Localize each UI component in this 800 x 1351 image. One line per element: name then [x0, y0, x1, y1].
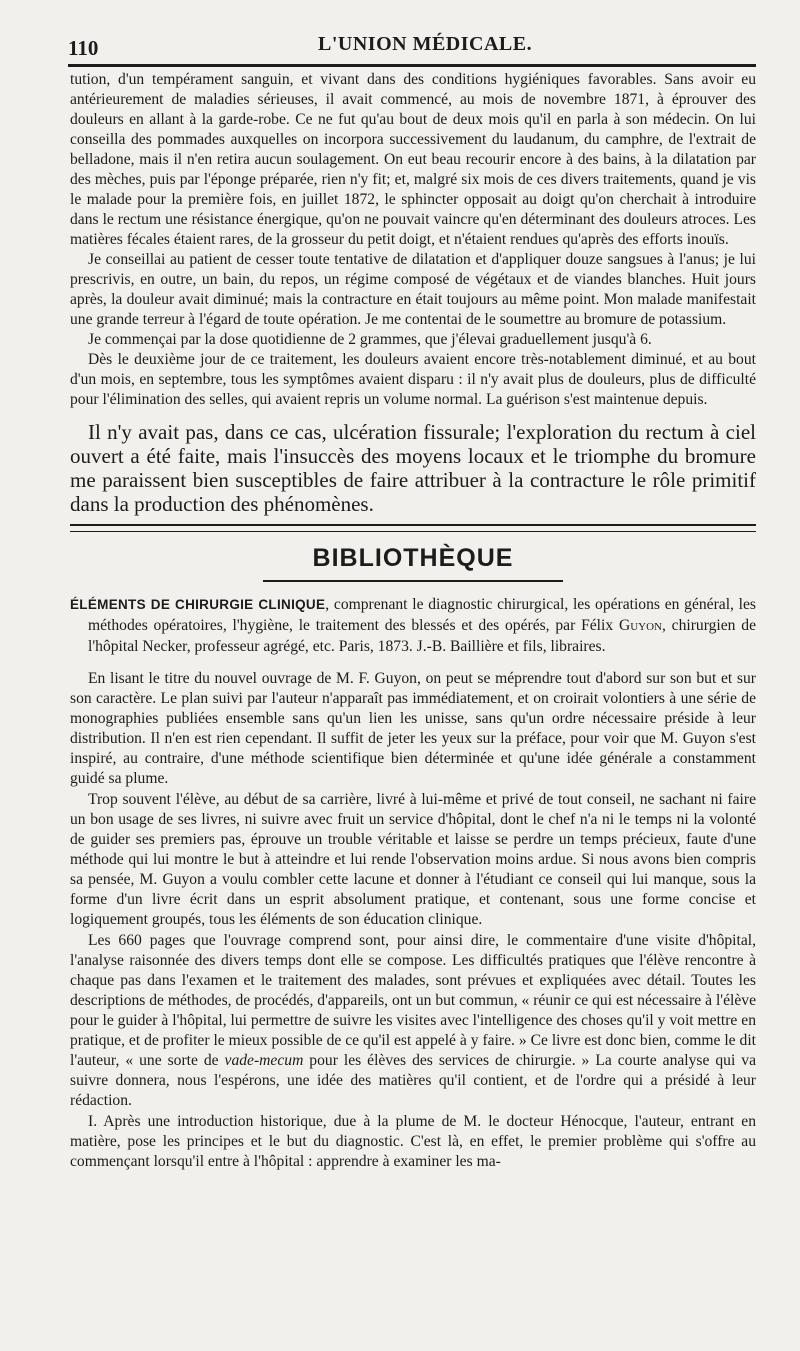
italic-term: vade-mecum — [224, 1052, 304, 1069]
review-paragraph-3 — [70, 931, 756, 1111]
section-title-rule — [263, 580, 563, 582]
book-author: Guyon — [618, 617, 662, 634]
book-details-2: , chirurgien de l'hôpital Necker, professeur agrégé, etc. Paris, 1873. J.-B. Baillière et fils, libraires. — [88, 617, 756, 655]
case-paragraph-4: Dès le deuxième jour de ce traitement, les douleurs avaient encore très-notablement diminué, et au bout d'un mois, en septembre, tous les symptômes avaient disparu : il n'y avait plus de douleurs, plus de difficulté pour l'élimination des selles, qui avaient repris un volume normal. La guérison s'est maintenue depuis. — [70, 351, 756, 408]
header-rule — [68, 64, 756, 67]
case-paragraph-3: Je commençai par la dose quotidienne de 2 grammes, que j'élevai graduellement jusqu'à 6. — [88, 331, 652, 348]
book-title: ÉLÉMENTS DE CHIRURGIE CLINIQUE — [70, 597, 326, 612]
review-paragraph-3-a: Les 660 pages que l'ouvrage comprend sont, pour ainsi dire, le commentaire d'une visite d'hôpital, l'analyse raisonnée des divers temps dont elle se compose. Les difficultés pratiques que l'élève rencontre à chaque pas dans l'examen et le traitement des malades, sont prévues et expliquées avec détail. Toutes les descriptions de méthodes, de procédés, d'appareils, ont un but commun, « réunir ce qui est nécessaire à l'élève pour le guider à l'hôpital, lui permettre de suivre les visites avec l'intelligence des choses qu'il y voit mettre en pratique, et de profiter le mieux possible de ce qu'il est appelé à y faire. » Ce livre est donc bien, comme le dit l'auteur, « une sorte de — [70, 932, 756, 1069]
book-details-1: , comprenant le diagnostic chirurgical, les opérations en général, les méthodes opératoires, l'hygiène, le traitement des blessés et des opérés, par Félix — [88, 596, 756, 634]
conclusion-paragraph: Il n'y avait pas, dans ce cas, ulcération fissurale; l'exploration du rectum à ciel ouvert a été faite, mais l'insuccès des moyens locaux et le triomphe du bromure me paraissent bien susceptibles de faire attribuer à la contracture le rôle primitif dans la production des phénomènes. — [70, 420, 756, 516]
section-divider — [70, 524, 756, 532]
section-title: BIBLIOTHÈQUE — [312, 544, 514, 572]
page-number: 110 — [68, 36, 99, 60]
review-paragraph-1: En lisant le titre du nouvel ouvrage de M. F. Guyon, on peut se méprendre tout d'abord sur son but et sur son caractère. Le plan suivi par l'auteur n'apparaît pas immédiatement, et on croirait volontiers à une série de monographies publiées ensemble sans qu'un lien les unisse, sans qu'un ordre nécessaire préside à leur distribution. Il n'en est rien cependant. Il suffit de jeter les yeux sur la préface, pour voir que M. Guyon s'est inspiré, au contraire, d'une méthode scientifique bien déterminée et qu'une idée générale a constamment guidé sa plume. — [70, 670, 756, 787]
case-paragraph-1: tution, d'un tempérament sanguin, et vivant dans des conditions hygiéniques favorables. Sans avoir eu antérieurement de maladies sérieuses, il avait commencé, au mois de novembre 1871, à éprouver des douleurs en allant à la garde-robe. Ce ne fut qu'au bout de deux mois qu'il en parla à son médecin. On lui conseilla des pommades auxquelles on incorpora successivement du laudanum, du camphre, de l'extrait de belladone, mais il n'en retira aucun soulagement. On eut beau recourir encore à des bains, à la dilatation par des mèches, puis par l'éponge préparée, rien n'y fit; et, malgré six mois de ces divers traitements, quand je vis le malade pour la première fois, en juillet 1872, le sphincter opposait au doigt qu'on cherchait à introduire dans le rectum une résistance énergique, qu'on ne pouvait vaincre qu'en déterminant des douleurs atroces. Les matières fécales étaient rares, de la grosseur du petit doigt, et n'étaient rendues qu'après des efforts inouïs. — [70, 71, 756, 248]
page-content — [70, 70, 756, 1172]
book-reference — [70, 594, 756, 657]
review-paragraph-4: I. Après une introduction historique, due à la plume de M. le docteur Hénocque, l'auteur, entrant en matière, pose les principes et le but du diagnostic. C'est là, en effet, le premier problème qui s'offre au commençant lorsqu'il entre à l'hôpital : apprendre à examiner les ma- — [70, 1113, 756, 1170]
review-paragraph-3-b: pour les élèves des services de chirurgie. » La courte analyse qui va suivre donnera, nous l'espérons, une idée des matières qu'il contient, et de l'ordre qui a présidé à leur rédaction. — [70, 1052, 756, 1109]
review-paragraph-2: Trop souvent l'élève, au début de sa carrière, livré à lui-même et privé de tout conseil, ne sachant ni faire un bon usage de ses livres, ni suivre avec fruit un service d'hôpital, dont le chef n'a ni le temps ni la volonté de guider ses premiers pas, éprouve un trouble véritable et laisse se perdre un temps précieux, faute d'une méthode qui lui montre le but à atteindre et lui rende l'observation moins ardue. Si nous avons bien compris sa pensée, M. Guyon a voulu combler cette lacune et donner à l'étudiant ce conseil qui lui manque, sous la forme d'un livre écrit dans un esprit absolument pratique, et contenant, sous une forme concise et logiquement groupés, tous les éléments de son éducation clinique. — [70, 791, 756, 928]
running-title: L'UNION MÉDICALE. — [318, 33, 533, 55]
case-paragraph-2: Je conseillai au patient de cesser toute tentative de dilatation et d'appliquer douze sangsues à l'anus; je lui prescrivis, en outre, un bain, du repos, un régime composé de végétaux et de viandes blanches. Huit jours après, la douleur avait diminué; mais la contracture en était toujours au même point. Mon malade manifestait une grande terreur à l'égard de toute opération. Je me contentai de le soumettre au bromure de potassium. — [70, 251, 756, 328]
page-header — [68, 30, 758, 64]
